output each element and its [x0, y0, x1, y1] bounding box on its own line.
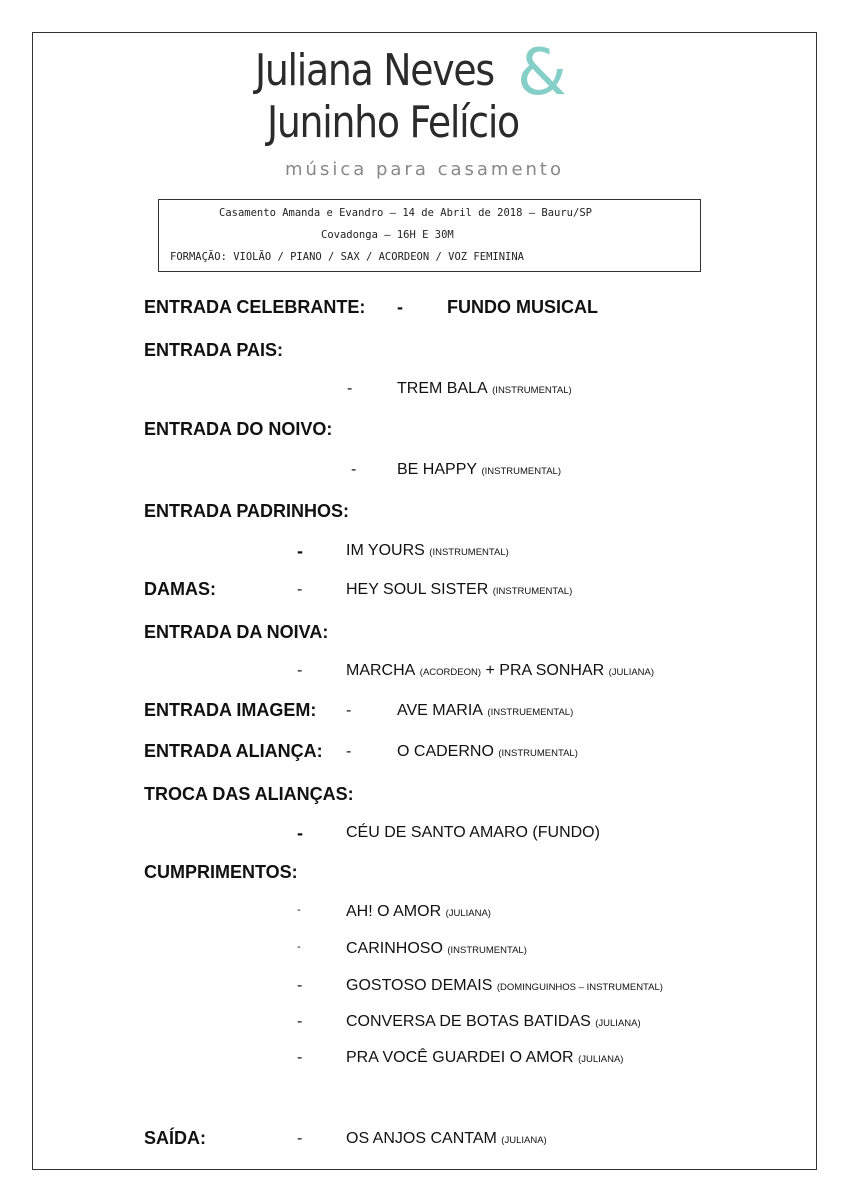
dash: -	[297, 977, 303, 994]
dash: -	[297, 823, 303, 843]
song-entry	[346, 903, 491, 921]
song-title: GOSTOSO DEMAIS	[346, 977, 493, 994]
brand-logo	[255, 36, 585, 185]
song-note: (DOMINGUINHOS – INSTRUMENTAL)	[496, 982, 663, 993]
song-note: (JULIANA)	[501, 1135, 547, 1146]
dash: -	[297, 904, 301, 916]
event-venue-time: Covadonga – 16H E 30M	[321, 229, 454, 241]
song-title: TREM BALA	[397, 380, 488, 397]
song-note: (INSTRUMENTAL)	[481, 466, 562, 477]
dash: -	[351, 461, 357, 478]
song-title: CONVERSA DE BOTAS BATIDAS	[346, 1013, 591, 1030]
event-info-box	[158, 199, 701, 272]
song-note: (INSTRUMENTAL)	[492, 385, 572, 396]
song-title: CARINHOSO	[346, 940, 443, 957]
section-label-damas: DAMAS:	[144, 579, 216, 599]
song-note: (JULIANA)	[595, 1018, 641, 1029]
song-title: + PRA SONHAR	[485, 662, 605, 679]
section-label-entrada-celebrante: ENTRADA CELEBRANTE:	[144, 297, 366, 317]
dash: -	[397, 297, 403, 317]
song-title: MARCHA	[346, 662, 416, 679]
event-formation: FORMAÇÃO: VIOLÃO / PIANO / SAX / ACORDEON / VOZ FEMININA	[170, 251, 525, 263]
song-note: (JULIANA)	[578, 1054, 624, 1065]
song-note: (INSTRUMENTAL)	[429, 547, 509, 558]
song-title: FUNDO MUSICAL	[447, 297, 598, 317]
section-label-entrada-imagem: ENTRADA IMAGEM:	[144, 700, 317, 720]
song-note: (INSTRUMENTAL)	[447, 945, 527, 956]
song-title: OS ANJOS CANTAM	[346, 1130, 497, 1147]
event-title: Casamento Amanda e Evandro – 14 de Abril de 2018 – Bauru/SP	[219, 207, 592, 219]
song-note: (JULIANA)	[608, 667, 655, 678]
dash: -	[297, 941, 301, 953]
song-entry	[346, 1013, 641, 1031]
dash: -	[297, 581, 303, 598]
song-note: (INSTRUMENTAL)	[498, 748, 578, 759]
dash: -	[346, 702, 352, 719]
song-note: (INSTRUMENTAL)	[492, 586, 573, 597]
song-entry	[346, 542, 509, 560]
song-entry	[397, 380, 572, 398]
section-label-entrada-noivo: ENTRADA DO NOIVO:	[144, 419, 333, 439]
logo-name-line1: Juliana Neves	[255, 45, 494, 96]
song-note: (JULIANA)	[445, 908, 491, 919]
song-title: BE HAPPY	[397, 461, 478, 478]
logo-ampersand: &	[517, 36, 567, 110]
song-title: AVE MARIA	[397, 702, 483, 719]
song-entry	[346, 1130, 547, 1148]
dash: -	[347, 380, 353, 397]
song-title: PRA VOCÊ GUARDEI O AMOR	[346, 1049, 574, 1066]
song-entry	[397, 743, 578, 761]
dash: -	[346, 743, 352, 760]
song-entry	[346, 940, 527, 958]
dash: -	[297, 662, 303, 679]
song-title: IM YOURS	[346, 542, 425, 559]
dash: -	[297, 541, 303, 561]
dash: -	[297, 1130, 303, 1147]
song-title: AH! O AMOR	[346, 903, 442, 920]
song-entry	[397, 461, 561, 479]
song-entry	[346, 662, 654, 680]
song-entry	[346, 581, 572, 599]
song-note: (ACORDEON)	[419, 667, 482, 678]
section-label-cumprimentos: CUMPRIMENTOS:	[144, 862, 298, 882]
song-title: O CADERNO	[397, 743, 494, 760]
section-label-saida: SAÍDA:	[144, 1128, 206, 1148]
logo-tagline: música para casamento	[285, 159, 564, 180]
song-title: HEY SOUL SISTER	[346, 581, 489, 598]
song-entry	[346, 1049, 623, 1067]
section-label-entrada-alianca: ENTRADA ALIANÇA:	[144, 741, 323, 761]
section-label-entrada-pais: ENTRADA PAIS:	[144, 340, 283, 360]
dash: -	[297, 1013, 303, 1030]
section-label-troca-aliancas: TROCA DAS ALIANÇAS:	[144, 784, 354, 804]
song-entry	[397, 702, 573, 720]
section-label-entrada-padrinhos: ENTRADA PADRINHOS:	[144, 501, 349, 521]
logo-name-line2: Juninho Felício	[267, 97, 519, 148]
song-note: (INSTRUEMENTAL)	[487, 707, 574, 718]
section-label-entrada-noiva: ENTRADA DA NOIVA:	[144, 622, 329, 642]
song-entry	[346, 977, 663, 995]
song-title: CÉU DE SANTO AMARO (FUNDO)	[346, 824, 600, 841]
dash: -	[297, 1049, 303, 1066]
